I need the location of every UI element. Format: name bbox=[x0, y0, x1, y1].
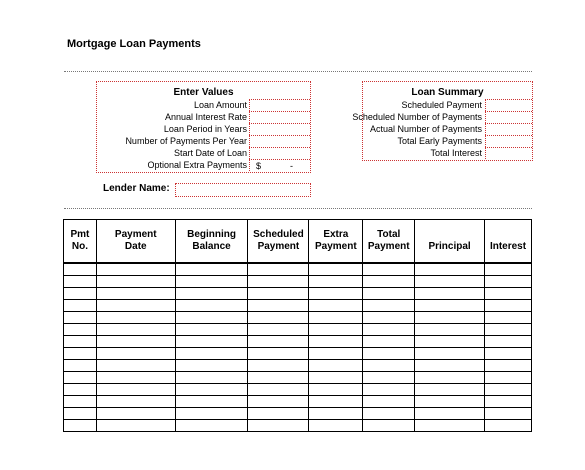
header-pmt-no-line2: No. bbox=[71, 241, 88, 252]
table-cell[interactable] bbox=[485, 360, 532, 372]
table-cell[interactable] bbox=[64, 288, 97, 300]
page-title: Mortgage Loan Payments bbox=[67, 38, 201, 50]
label-annual-interest-rate: Annual Interest Rate bbox=[164, 112, 247, 122]
label-total-early-payments: Total Early Payments bbox=[397, 136, 482, 146]
table-cell[interactable] bbox=[64, 360, 97, 372]
loan-summary-box bbox=[352, 81, 533, 161]
table-cell[interactable] bbox=[175, 263, 248, 276]
table-cell[interactable] bbox=[485, 336, 532, 348]
table-cell[interactable] bbox=[485, 276, 532, 288]
table-cell[interactable] bbox=[309, 360, 363, 372]
table-cell[interactable] bbox=[415, 348, 485, 360]
label-start-date: Start Date of Loan bbox=[173, 148, 247, 158]
table-cell[interactable] bbox=[175, 372, 248, 384]
lender-label: Lender Name: bbox=[103, 183, 170, 194]
table-cell[interactable] bbox=[175, 384, 248, 396]
divider-middle bbox=[64, 208, 532, 209]
table-cell[interactable] bbox=[309, 276, 363, 288]
header-pmt-no bbox=[64, 220, 97, 264]
table-cell[interactable] bbox=[96, 288, 175, 300]
table-cell[interactable] bbox=[309, 336, 363, 348]
table-cell[interactable] bbox=[248, 360, 309, 372]
lender-name-field[interactable] bbox=[175, 183, 311, 197]
table-cell[interactable] bbox=[485, 312, 532, 324]
table-cell[interactable] bbox=[248, 336, 309, 348]
table-cell[interactable] bbox=[309, 372, 363, 384]
table-cell[interactable] bbox=[175, 408, 248, 420]
input-loan-period[interactable] bbox=[249, 123, 310, 135]
header-beginning-balance-line2: Balance bbox=[192, 241, 231, 252]
table-cell[interactable] bbox=[175, 336, 248, 348]
value-scheduled-payment bbox=[485, 99, 532, 111]
table-cell[interactable] bbox=[248, 312, 309, 324]
payments-table-body bbox=[64, 263, 532, 432]
label-loan-period: Loan Period in Years bbox=[163, 124, 247, 134]
table-row bbox=[64, 324, 532, 336]
table-cell[interactable] bbox=[485, 348, 532, 360]
table-cell[interactable] bbox=[64, 312, 97, 324]
table-cell[interactable] bbox=[363, 408, 415, 420]
table-row bbox=[64, 300, 532, 312]
table-cell[interactable] bbox=[415, 384, 485, 396]
extra-payments-currency: $ bbox=[256, 161, 262, 171]
label-total-interest: Total Interest bbox=[430, 148, 482, 158]
table-header-row bbox=[64, 220, 532, 264]
table-cell[interactable] bbox=[64, 408, 97, 420]
header-total-payment-line1: Total bbox=[377, 229, 401, 240]
payments-table bbox=[63, 219, 532, 432]
header-pmt-no-line1: Pmt bbox=[70, 229, 90, 240]
table-cell[interactable] bbox=[64, 396, 97, 408]
table-cell[interactable] bbox=[64, 348, 97, 360]
header-interest bbox=[485, 220, 532, 264]
table-row bbox=[64, 263, 532, 276]
table-cell[interactable] bbox=[248, 276, 309, 288]
table-cell[interactable] bbox=[64, 263, 97, 276]
table-cell[interactable] bbox=[248, 396, 309, 408]
table-cell[interactable] bbox=[175, 276, 248, 288]
table-cell[interactable] bbox=[415, 312, 485, 324]
table-cell[interactable] bbox=[96, 348, 175, 360]
header-total-payment-line2: Payment bbox=[367, 241, 410, 252]
header-scheduled-payment-line1: Scheduled bbox=[253, 229, 304, 240]
table-cell[interactable] bbox=[64, 336, 97, 348]
input-start-date[interactable] bbox=[249, 147, 310, 159]
table-cell[interactable] bbox=[64, 420, 97, 432]
enter-values-heading: Enter Values bbox=[173, 87, 234, 98]
table-cell[interactable] bbox=[248, 348, 309, 360]
table-row bbox=[64, 312, 532, 324]
header-principal bbox=[415, 220, 485, 264]
table-cell[interactable] bbox=[485, 384, 532, 396]
table-cell[interactable] bbox=[415, 336, 485, 348]
enter-values-box bbox=[96, 81, 311, 173]
table-cell[interactable] bbox=[248, 408, 309, 420]
table-row bbox=[64, 348, 532, 360]
table-cell[interactable] bbox=[485, 396, 532, 408]
table-cell[interactable] bbox=[248, 288, 309, 300]
header-interest-line2: Interest bbox=[489, 241, 527, 252]
table-cell[interactable] bbox=[309, 348, 363, 360]
table-cell[interactable] bbox=[96, 263, 175, 276]
table-cell[interactable] bbox=[96, 324, 175, 336]
divider-top bbox=[64, 71, 532, 72]
input-loan-amount[interactable] bbox=[249, 99, 310, 111]
table-cell[interactable] bbox=[363, 312, 415, 324]
table-cell[interactable] bbox=[363, 336, 415, 348]
table-cell[interactable] bbox=[309, 324, 363, 336]
table-cell[interactable] bbox=[248, 324, 309, 336]
table-cell[interactable] bbox=[415, 263, 485, 276]
table-cell[interactable] bbox=[363, 360, 415, 372]
table-cell[interactable] bbox=[248, 300, 309, 312]
table-cell[interactable] bbox=[363, 384, 415, 396]
table-cell[interactable] bbox=[363, 276, 415, 288]
header-scheduled-payment bbox=[248, 220, 309, 264]
table-cell[interactable] bbox=[175, 288, 248, 300]
table-cell[interactable] bbox=[175, 312, 248, 324]
value-actual-number bbox=[485, 123, 532, 135]
table-cell[interactable] bbox=[363, 263, 415, 276]
table-cell[interactable] bbox=[415, 360, 485, 372]
table-cell[interactable] bbox=[485, 288, 532, 300]
header-payment-date-line1: Payment bbox=[114, 229, 157, 240]
table-cell[interactable] bbox=[485, 420, 532, 432]
header-extra-payment-line2: Payment bbox=[314, 241, 357, 252]
table-cell[interactable] bbox=[175, 420, 248, 432]
table-cell[interactable] bbox=[96, 300, 175, 312]
table-cell[interactable] bbox=[309, 312, 363, 324]
label-payments-per-year: Number of Payments Per Year bbox=[125, 136, 247, 146]
table-cell[interactable] bbox=[96, 408, 175, 420]
label-loan-amount: Loan Amount bbox=[193, 100, 247, 110]
header-extra-payment-line1: Extra bbox=[323, 229, 349, 240]
table-cell[interactable] bbox=[96, 420, 175, 432]
table-cell[interactable] bbox=[415, 288, 485, 300]
table-cell[interactable] bbox=[248, 420, 309, 432]
table-cell[interactable] bbox=[363, 396, 415, 408]
header-payment-date-line2: Date bbox=[124, 241, 147, 252]
value-total-interest bbox=[485, 147, 532, 159]
table-row bbox=[64, 396, 532, 408]
input-payments-per-year[interactable] bbox=[249, 135, 310, 147]
table-cell[interactable] bbox=[64, 372, 97, 384]
table-cell[interactable] bbox=[175, 360, 248, 372]
table-cell[interactable] bbox=[309, 420, 363, 432]
table-cell[interactable] bbox=[309, 408, 363, 420]
table-cell[interactable] bbox=[485, 300, 532, 312]
table-cell[interactable] bbox=[309, 288, 363, 300]
input-annual-interest-rate[interactable] bbox=[249, 111, 310, 123]
label-actual-number: Actual Number of Payments bbox=[369, 124, 482, 134]
header-payment-date bbox=[96, 220, 175, 264]
table-cell[interactable] bbox=[415, 276, 485, 288]
table-cell[interactable] bbox=[96, 372, 175, 384]
table-cell[interactable] bbox=[415, 372, 485, 384]
table-cell[interactable] bbox=[64, 384, 97, 396]
label-scheduled-number: Scheduled Number of Payments bbox=[352, 112, 482, 122]
table-cell[interactable] bbox=[64, 276, 97, 288]
label-extra-payments: Optional Extra Payments bbox=[147, 160, 247, 170]
table-cell[interactable] bbox=[309, 300, 363, 312]
table-cell[interactable] bbox=[175, 324, 248, 336]
table-cell[interactable] bbox=[309, 263, 363, 276]
header-beginning-balance-line1: Beginning bbox=[187, 229, 236, 240]
table-cell[interactable] bbox=[363, 300, 415, 312]
table-cell[interactable] bbox=[363, 324, 415, 336]
table-cell[interactable] bbox=[363, 288, 415, 300]
header-total-payment bbox=[363, 220, 415, 264]
table-cell[interactable] bbox=[96, 276, 175, 288]
table-cell[interactable] bbox=[363, 420, 415, 432]
table-cell[interactable] bbox=[485, 324, 532, 336]
extra-payments-value: - bbox=[290, 161, 293, 171]
table-row bbox=[64, 408, 532, 420]
table-cell[interactable] bbox=[96, 384, 175, 396]
table-cell[interactable] bbox=[363, 348, 415, 360]
header-extra-payment bbox=[309, 220, 363, 264]
table-cell[interactable] bbox=[485, 372, 532, 384]
table-cell[interactable] bbox=[64, 300, 97, 312]
header-beginning-balance bbox=[175, 220, 248, 264]
label-scheduled-payment: Scheduled Payment bbox=[401, 100, 482, 110]
table-cell[interactable] bbox=[363, 372, 415, 384]
table-cell[interactable] bbox=[485, 263, 532, 276]
table-cell[interactable] bbox=[248, 263, 309, 276]
table-cell[interactable] bbox=[96, 360, 175, 372]
table-cell[interactable] bbox=[485, 408, 532, 420]
header-principal-line1 bbox=[415, 229, 484, 241]
header-principal-line2: Principal bbox=[428, 241, 471, 252]
table-cell[interactable] bbox=[96, 396, 175, 408]
table-cell[interactable] bbox=[415, 420, 485, 432]
header-interest-line1 bbox=[485, 229, 531, 241]
loan-summary-heading: Loan Summary bbox=[411, 87, 484, 98]
table-cell[interactable] bbox=[248, 372, 309, 384]
table-cell[interactable] bbox=[64, 324, 97, 336]
table-row bbox=[64, 420, 532, 432]
table-row bbox=[64, 336, 532, 348]
table-cell[interactable] bbox=[415, 324, 485, 336]
header-scheduled-payment-line2: Payment bbox=[257, 241, 300, 252]
table-row bbox=[64, 360, 532, 372]
table-cell[interactable] bbox=[309, 396, 363, 408]
table-cell[interactable] bbox=[248, 384, 309, 396]
table-cell[interactable] bbox=[175, 396, 248, 408]
table-row bbox=[64, 372, 532, 384]
value-total-early-payments bbox=[485, 135, 532, 147]
table-cell[interactable] bbox=[309, 384, 363, 396]
table-cell[interactable] bbox=[415, 300, 485, 312]
table-cell[interactable] bbox=[175, 300, 248, 312]
table-cell[interactable] bbox=[96, 336, 175, 348]
table-cell[interactable] bbox=[96, 312, 175, 324]
input-extra-payments[interactable] bbox=[249, 159, 310, 171]
table-cell[interactable] bbox=[415, 408, 485, 420]
table-cell[interactable] bbox=[415, 396, 485, 408]
value-scheduled-number bbox=[485, 111, 532, 123]
table-cell[interactable] bbox=[175, 348, 248, 360]
table-row bbox=[64, 276, 532, 288]
table-row bbox=[64, 384, 532, 396]
table-row bbox=[64, 288, 532, 300]
